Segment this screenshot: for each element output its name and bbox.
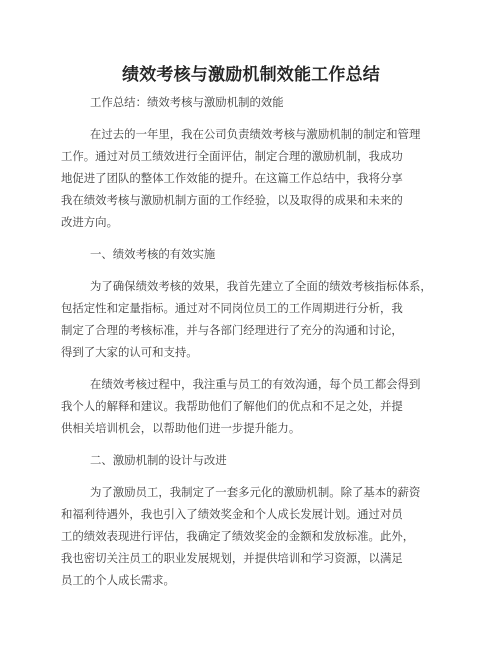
paragraph-line: 得到了大家的认可和支持。 <box>61 345 198 359</box>
paragraph-line: 员工的个人成长需求。 <box>61 573 175 587</box>
paragraph-line: 我也密切关注员工的职业发展规划，并提供培训和学习资源，以满足 <box>61 551 403 565</box>
paragraph-line: 制定了合理的考核标准，并与各部门经理进行了充分的沟通和讨论， <box>61 323 403 337</box>
paragraph-line: 我个人的解释和建议。我帮助他们了解他们的优点和不足之处，并提 <box>61 399 403 413</box>
paragraph-line: 我在绩效考核与激励机制方面的工作经验，以及取得的成果和未来的 <box>61 193 403 207</box>
document-title: 绩效考核与激励机制效能工作总结 <box>122 65 380 85</box>
paragraph-line: 供相关培训机会，以帮助他们进一步提升能力。 <box>61 421 301 435</box>
paragraph-line: 工的绩效表现进行评估，我确定了绩效奖金的金额和发放标准。此外， <box>61 529 415 543</box>
section-heading-1: 一、绩效考核的有效实施 <box>90 247 216 261</box>
paragraph-line: 工作。通过对员工绩效进行全面评估，制定合理的激励机制，我成功 <box>61 149 403 163</box>
paragraph-line: 改进方向。 <box>61 215 118 229</box>
paragraph-line: 在过去的一年里，我在公司负责绩效考核与激励机制的制定和管理 <box>90 127 421 141</box>
paragraph-line: 地促进了团队的整体工作效能的提升。在这篇工作总结中，我将分享 <box>61 171 403 185</box>
paragraph-line: 包括定性和定量指标。通过对不同岗位员工的工作周期进行分析，我 <box>61 301 403 315</box>
paragraph-line: 为了激励员工，我制定了一套多元化的激励机制。除了基本的薪资 <box>90 485 421 499</box>
paragraph-line: 为了确保绩效考核的效果，我首先建立了全面的绩效考核指标体系， <box>90 279 432 293</box>
document-subtitle: 工作总结：绩效考核与激励机制的效能 <box>90 95 284 109</box>
section-heading-2: 二、激励机制的设计与改进 <box>90 453 227 467</box>
paragraph-line: 和福利待遇外，我也引入了绩效奖金和个人成长发展计划。通过对员 <box>61 507 403 521</box>
paragraph-line: 在绩效考核过程中，我注重与员工的有效沟通，每个员工都会得到 <box>90 377 421 391</box>
